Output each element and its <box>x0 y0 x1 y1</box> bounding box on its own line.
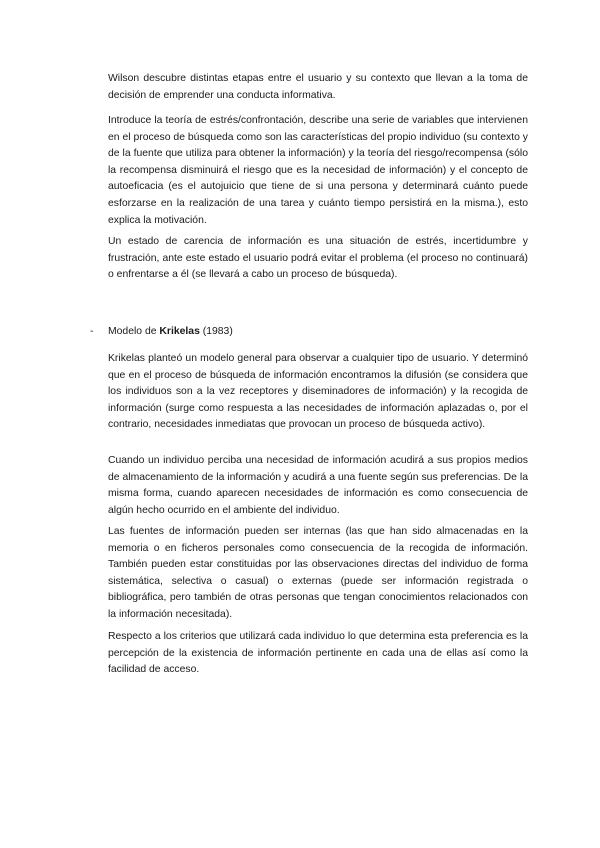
paragraph-krikelas-model: Krikelas planteó un modelo general para observar a cualquier tipo de usuario. Y determinó que en el proceso de búsqueda de información encontramos la difusión (se considera que los individuos son a la vez receptores y diseminadores de información) y la recogida de información (surge como respuesta a las necesidades de información aplazadas o, por el contrario, necesidades inmediatas que provocan un proceso de búsqueda activo). <box>108 353 528 431</box>
section-heading-name: Krikelas <box>159 326 200 337</box>
paragraph-information-sources: Las fuentes de información pueden ser internas (las que han sido almacenadas en la memoria o en ficheros personales como consecuencia de la recogida de información. También pueden estar constituidas por las observaciones directas del individuo de forma sistemática, selectiva o casual) o externas (puede ser información registrada o bibliográfica, pero también de otras personas que tengan conocimientos relacionados con la información necesitada). <box>108 526 528 620</box>
paragraph-information-lack: Un estado de carencia de información es una situación de estrés, incertidumbre y frustración, ante este estado el usuario podrá evitar el problema (el proceso no continuará) o enfrentarse a él (se llevará a cabo un proceso de búsqueda). <box>108 236 528 281</box>
paragraph-wilson-stages: Wilson descubre distintas etapas entre el usuario y su contexto que llevan a la toma de decisión de emprender una conducta informativa. <box>108 73 528 101</box>
section-heading-year: (1983) <box>199 326 233 337</box>
section-heading-prefix: Modelo de <box>108 326 160 337</box>
paragraph-criteria: Respecto a los criterios que utilizará cada individuo lo que determina esta preferencia es la percepción de la existencia de información pertinente en cada una de ellas así como la facilidad de acceso. <box>108 631 528 676</box>
paragraph-stress-theory: Introduce la teoría de estrés/confrontación, describe una serie de variables que intervienen en el proceso de búsqueda como son las características del propio individuo (su contexto y de la fuente que utiliza para obtener la información) y la teoría del riesgo/recompensa (sólo la recompensa disminuirá el riesgo que es la necesidad de información) y el concepto de autoeficacia (es el autojuicio que tiene de si una persona y determinará cuánto puede esforzarse en la realización de una tarea y cuánto tiempo persistirá en la misma.), esto explica la motivación. <box>108 115 528 226</box>
list-bullet: - <box>90 326 94 337</box>
section-heading <box>108 324 233 341</box>
paragraph-individual-need: Cuando un individuo perciba una necesidad de información acudirá a sus propios medios de almacenamiento de la información y acudirá a una fuente según sus preferencias. De la misma forma, cuando aparecen necesidades de información es como consecuencia de algún hecho ocurrido en el ambiente del individuo. <box>108 455 528 516</box>
